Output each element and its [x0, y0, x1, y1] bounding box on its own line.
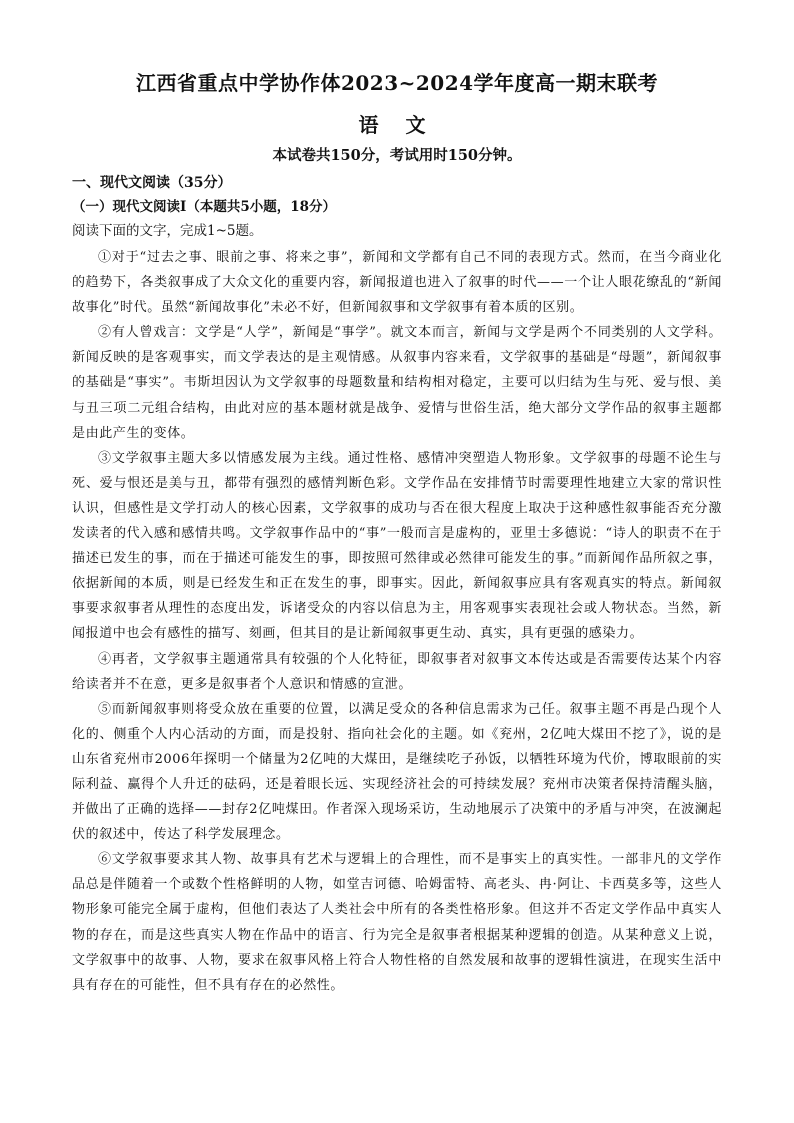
- article-paragraph-4: ④再者，文学叙事主题通常具有较强的个人化特征，即叙事者对叙事文本传达或是否需要传达某个内容给读者并不在意，更多是叙事者个人意识和情感的宣泄。: [72, 651, 722, 692]
- article-paragraph-1: ①对于“过去之事、眼前之事、将来之事”，新闻和文学都有自己不同的表现方式。然而，在当今商业化的趋势下，各类叙事成了大众文化的重要内容，新闻报道也进入了叙事的时代——一个让人眼花缭乱的“新闻故事化”时代。虽然“新闻故事化”未必不好，但新闻叙事和文学叙事有着本质的区别。: [72, 250, 722, 316]
- subject-title: 语 文: [358, 113, 436, 137]
- section-heading: 一、现代文阅读（35分）: [72, 175, 232, 191]
- exam-info: 本试卷共150分，考试用时150分钟。: [272, 147, 522, 164]
- article-paragraph-3: ③文学叙事主题大多以情感发展为主线。通过性格、感情冲突塑造人物形象。文学叙事的母题不论生与死、爱与恨还是美与丑，都带有强烈的感情判断色彩。文学作品在安排情节时需要理性地建立大家的常识性认识，但感性是文学打动人的核心因素，文学叙事的成功与否在很大程度上取决于这种感性叙事能否充分激发读者的代入感和感情共鸣。文学叙事作品中的“事”一般而言是虚构的，亚里士多德说：“诗人的职责不在于描述已发生的事，而在于描述可能发生的事，即按照可然律或必然律可能发生的事。”而新闻作品所叙之事，依据新闻的本质，则是已经发生和正在发生的事，即事实。因此，新闻叙事应具有客观真实的特点。新闻叙事要求叙事者从理性的态度出发，诉诸受众的内容以信息为主，用客观事实表现社会或人物状态。当然，新闻报道中也会有感性的描写、刻画，但其目的是让新闻叙事更生动、真实，具有更强的感染力。: [72, 450, 722, 642]
- article-paragraph-5: ⑤而新闻叙事则将受众放在重要的位置，以满足受众的各种信息需求为己任。叙事主题不再是凸现个人化的、侧重个人内心活动的方面，而是投射、指向社会化的主题。如《兖州，2亿吨大煤田不挖了》，说的是山东省兖州市2006年探明一个储量为2亿吨的大煤田，是继续吃子孙饭，以牺牲环境为代价，博取眼前的实际利益、赢得个人升迁的砝码，还是着眼长远、实现经济社会的可持续发展？兖州市决策者保持清醒头脑，并做出了正确的选择——封存2亿吨煤田。作者深入现场采访，生动地展示了决策中的矛盾与冲突，在波澜起伏的叙述中，传达了科学发展理念。: [72, 701, 722, 843]
- article-paragraph-6: ⑥文学叙事要求其人物、故事具有艺术与逻辑上的合理性，而不是事实上的真实性。一部非凡的文学作品总是伴随着一个或数个性格鲜明的人物，如堂吉诃德、哈姆雷特、高老头、冉·阿让、卡西莫多等，这些人物形象可能完全属于虚构，但他们表达了人类社会中所有的各类性格形象。但这并不否定文学作品中真实人物的存在，而是这些真实人物在作品中的语言、行为完全是叙事者根据某种逻辑的创造。从某种意义上说，文学叙事中的故事、人物，要求在叙事风格上符合人物性格的自然发展和故事的逻辑性演进，在现实生活中具有存在的可能性，但不具有存在的必然性。: [72, 852, 722, 993]
- subsection-heading: （一）现代文阅读Ⅰ（本题共5小题，18分）: [72, 199, 336, 215]
- reading-instruction: 阅读下面的文字，完成1~5题。: [72, 223, 263, 239]
- reading-article: [72, 245, 722, 998]
- article-paragraph-2: ②有人曾戏言：文学是“人学”，新闻是“事学”。就文本而言，新闻与文学是两个不同类别的人文学科。新闻反映的是客观事实，而文学表达的是主观情感。从叙事内容来看，文学叙事的基础是“母题”，新闻叙事的基础是“事实”。韦斯坦因认为文学叙事的母题数量和结构相对稳定，主要可以归结为生与死、爱与恨、美与丑三项二元组合结构，由此对应的基本题材就是战争、爱情与世俗生活，绝大部分文学作品的叙事主题都是由此产生的变体。: [72, 325, 722, 441]
- exam-title: 江西省重点中学协作体2023~2024学年度高一期末联考: [135, 71, 659, 95]
